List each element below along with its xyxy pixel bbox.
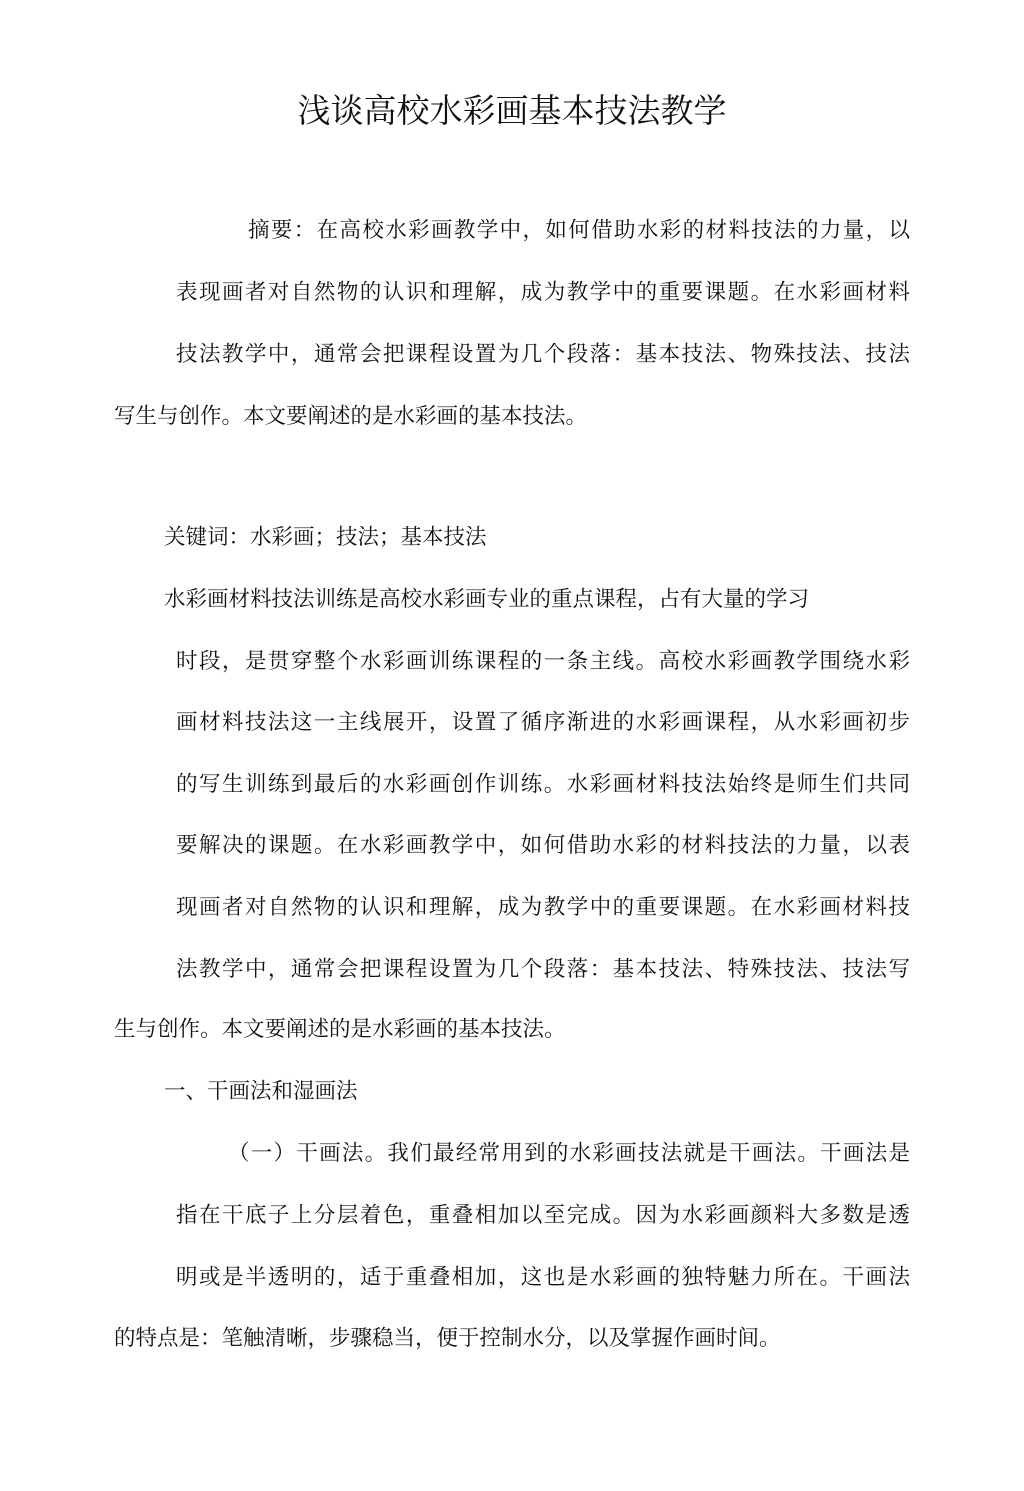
body-line-2: 时段，是贯穿整个水彩画训练课程的一条主线。高校水彩画教学围绕水彩 [176, 649, 910, 674]
abstract-line-2: 表现画者对自然物的认识和理解，成为教学中的重要课题。在水彩画材料 [176, 280, 910, 305]
body-line-7: 法教学中，通常会把课程设置为几个段落：基本技法、特殊技法、技法写 [176, 957, 910, 982]
section-line-4: 的特点是：笔触清晰，步骤稳当，便于控制水分，以及掌握作画时间。 [114, 1326, 781, 1351]
body-line-6: 现画者对自然物的认识和理解，成为教学中的重要课题。在水彩画材料技 [176, 895, 910, 920]
body-line-5: 要解决的课题。在水彩画教学中，如何借助水彩的材料技法的力量，以表 [176, 833, 910, 858]
keywords-line: 关键词：水彩画；技法；基本技法 [164, 525, 487, 550]
document-title: 浅谈高校水彩画基本技法教学 [297, 91, 727, 130]
abstract-line-1: 摘要：在高校水彩画教学中，如何借助水彩的材料技法的力量，以 [248, 218, 910, 243]
section-line-1: （一）干画法。我们最经常用到的水彩画技法就是干画法。干画法是 [228, 1141, 910, 1166]
section-heading: 一、干画法和湿画法 [164, 1079, 358, 1104]
body-line-4: 的写生训练到最后的水彩画创作训练。水彩画材料技法始终是师生们共同 [176, 772, 910, 797]
body-line-3: 画材料技法这一主线展开，设置了循序渐进的水彩画课程，从水彩画初步 [176, 710, 910, 735]
body-line-8: 生与创作。本文要阐述的是水彩画的基本技法。 [114, 1017, 566, 1042]
abstract-line-4: 写生与创作。本文要阐述的是水彩画的基本技法。 [114, 404, 588, 429]
abstract-line-3: 技法教学中，通常会把课程设置为几个段落：基本技法、物殊技法、技法 [176, 342, 910, 367]
section-line-3: 明或是半透明的，适于重叠相加，这也是水彩画的独特魅力所在。干画法 [176, 1265, 910, 1290]
section-line-2: 指在干底子上分层着色，重叠相加以至完成。因为水彩画颜料大多数是透 [176, 1203, 910, 1228]
body-line-1: 水彩画材料技法训练是高校水彩画专业的重点课程，占有大量的学习 [164, 587, 810, 612]
